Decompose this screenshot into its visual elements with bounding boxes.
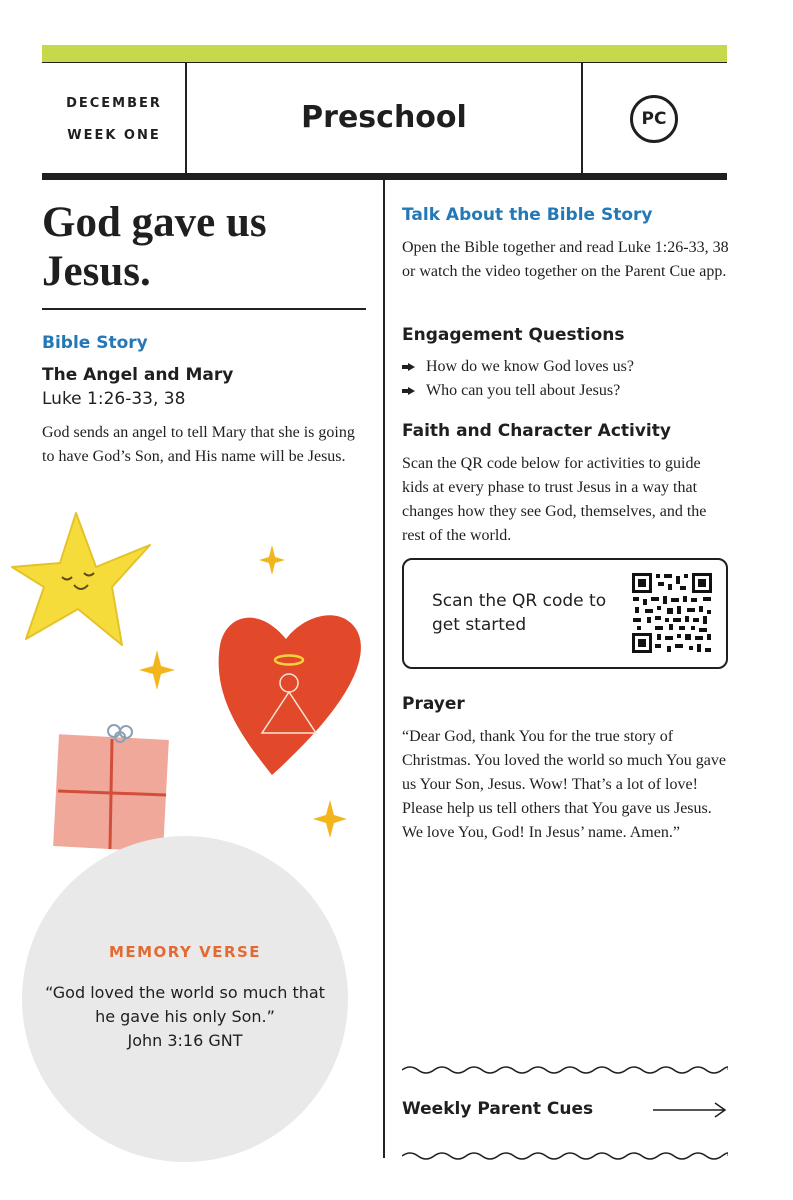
page-headline: God gave us Jesus.	[42, 199, 267, 295]
qr-code-icon[interactable]	[631, 572, 713, 654]
grade-title: Preschool	[301, 100, 467, 135]
arrow-bullet-icon	[402, 363, 415, 371]
header-month: DECEMBER	[66, 96, 162, 111]
memory-verse-label: MEMORY VERSE	[108, 943, 262, 961]
weekly-parent-cues-link[interactable]: Weekly Parent Cues	[402, 1099, 594, 1119]
bible-story-label: Bible Story	[42, 333, 148, 353]
memory-verse-reference: John 3:16 GNT	[127, 1031, 243, 1050]
header-accent-bar	[42, 45, 727, 62]
gift-box-icon	[53, 725, 169, 852]
memory-verse-quote: “God loved the world so much that he gave his only Son.”	[45, 983, 325, 1026]
bible-story-title: The Angel and Mary	[42, 365, 234, 385]
header-top-rule	[42, 62, 727, 63]
engagement-list	[402, 355, 732, 403]
list-item	[402, 355, 732, 379]
illustration-group	[0, 505, 380, 865]
talk-about-text: Open the Bible together and read Luke 1:26-33, 38 or watch the video together on the Parent Cue app.	[402, 239, 729, 280]
wavy-divider-top	[402, 1064, 728, 1076]
bible-story-reference: Luke 1:26-33, 38	[42, 389, 186, 409]
memory-verse-text	[42, 981, 328, 1053]
arrow-bullet-icon	[402, 387, 415, 395]
list-item	[402, 379, 732, 403]
faith-activity-label: Faith and Character Activity	[402, 421, 671, 441]
prayer-text: “Dear God, thank You for the true story of Christmas. You loved the world so much You gave us Your Son, Jesus. Wow! That’s a lot of love! Please help us tell others that You gave us Jesus. We love You, God! In Jesus’ name. Amen.”	[402, 728, 727, 841]
header-week: WEEK ONE	[67, 128, 161, 143]
qr-card-text: Scan the QR code to get started	[432, 591, 607, 635]
question-text: Who can you tell about Jesus?	[426, 382, 621, 399]
engagement-label: Engagement Questions	[402, 325, 625, 345]
talk-about-label: Talk About the Bible Story	[402, 205, 653, 225]
faith-activity-text: Scan the QR code below for activities to guide kids at every phase to trust Jesus in a way that changes how they see God, themselves, and the rest of the world.	[402, 455, 707, 544]
heart-angel-icon	[219, 615, 361, 775]
logo-text: PC	[641, 109, 667, 129]
smiling-star-icon	[12, 513, 150, 645]
headline-rule	[42, 308, 366, 310]
parent-cue-logo	[630, 95, 678, 143]
arrow-right-icon[interactable]	[653, 1101, 727, 1119]
bible-story-summary: God sends an angel to tell Mary that she is going to have God’s Son, and His name will be Jesus.	[42, 424, 355, 465]
prayer-label: Prayer	[402, 694, 465, 714]
wavy-divider-bottom	[402, 1150, 728, 1162]
header-bottom-rule	[42, 173, 727, 180]
question-text: How do we know God loves us?	[426, 358, 634, 375]
column-divider	[383, 180, 385, 1158]
